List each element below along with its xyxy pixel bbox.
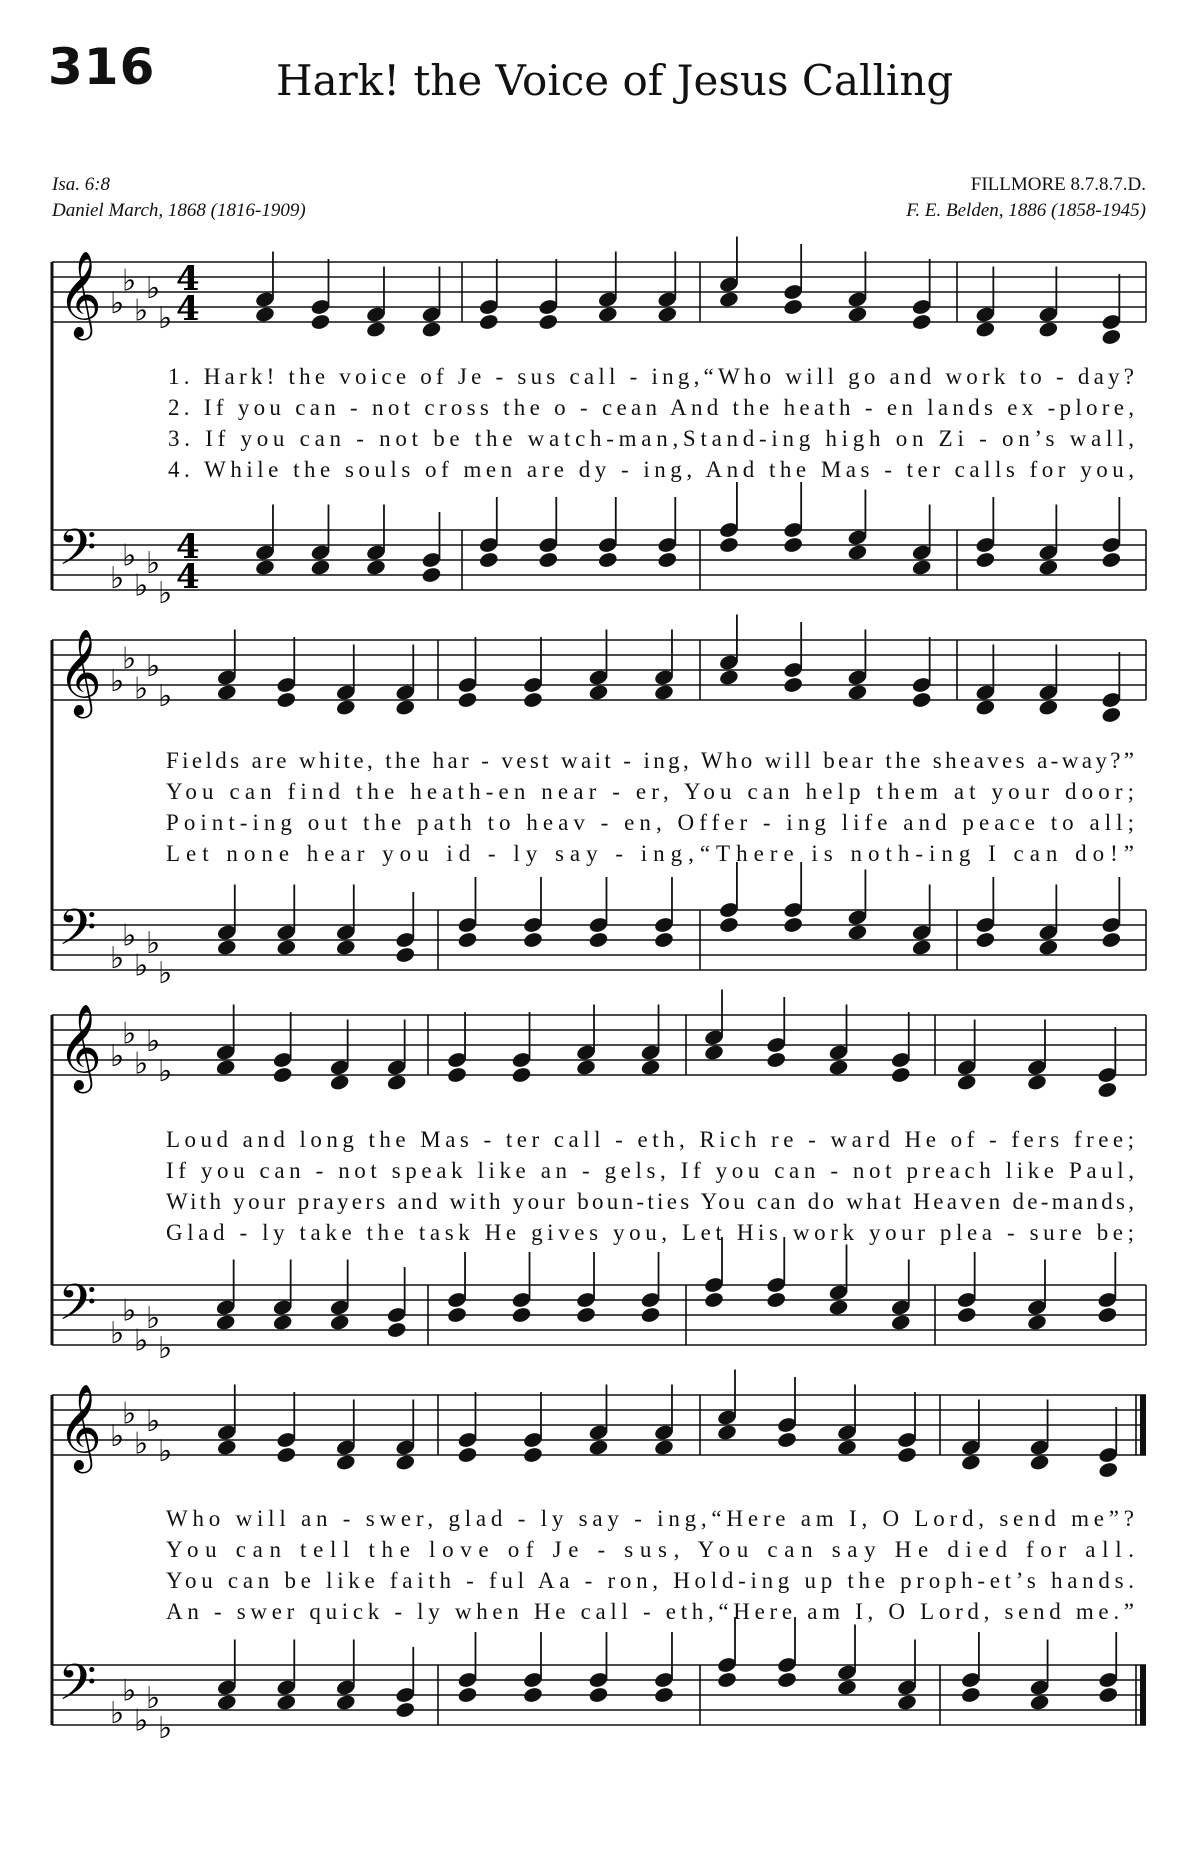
note-head	[522, 931, 543, 949]
note-head	[335, 938, 356, 956]
flat-sign-icon: ♭	[158, 576, 173, 611]
flat-sign-icon: ♭	[110, 1696, 125, 1731]
flat-sign-icon: ♭	[146, 271, 161, 306]
flat-sign-icon: ♭	[158, 679, 173, 714]
treble-clef-icon: 𝄞	[58, 1004, 102, 1090]
note-head	[975, 320, 996, 338]
note-head	[911, 938, 932, 956]
note-head	[1097, 1306, 1118, 1324]
flat-sign-icon: ♭	[122, 1396, 137, 1432]
note-head	[272, 1313, 293, 1331]
flat-sign-icon: ♭	[158, 956, 173, 991]
note-head	[329, 1073, 350, 1091]
note-head	[522, 1686, 543, 1704]
note-head	[310, 313, 331, 331]
flat-sign-icon: ♭	[158, 1331, 173, 1366]
note-head	[575, 1306, 596, 1324]
note-head	[1098, 1686, 1119, 1704]
note-head	[653, 1686, 674, 1704]
note-head	[718, 290, 739, 308]
lyric-line: 4. While the souls of men are dy - ing, And the Mas - ter calls for you,	[168, 457, 1135, 482]
note-head	[640, 1058, 661, 1076]
lyric-line: 1. Hark! the voice of Je - sus call - ing,“Who will go and work to - day?	[168, 364, 1134, 389]
note-head	[538, 313, 559, 331]
note-head	[896, 1446, 917, 1464]
lyric-line: Point-ing out the path to heav - en, Offer - ing life and peace to all;	[166, 810, 1134, 835]
note-head	[1038, 320, 1059, 338]
note-head	[276, 691, 297, 709]
note-head	[1101, 931, 1122, 949]
bass-clef-icon: 𝄢	[58, 1274, 97, 1344]
flat-sign-icon: ♭	[122, 1673, 137, 1709]
note-head	[890, 1313, 911, 1331]
note-head	[216, 938, 237, 956]
flat-sign-icon: ♭	[146, 1681, 161, 1716]
note-head	[896, 1693, 917, 1711]
note-head	[782, 916, 803, 934]
treble-clef-icon: 𝄞	[58, 1384, 102, 1470]
flat-sign-icon: ♭	[146, 1404, 161, 1439]
note-head	[828, 1058, 849, 1076]
flat-sign-icon: ♭	[134, 671, 149, 707]
note-head	[911, 313, 932, 331]
note-head	[335, 1453, 356, 1471]
note-head	[588, 683, 609, 701]
flat-sign-icon: ♭	[146, 1301, 161, 1336]
flat-sign-icon: ♭	[122, 538, 137, 574]
note-head	[216, 683, 237, 701]
note-head	[1038, 938, 1059, 956]
note-head	[254, 558, 275, 576]
note-head	[975, 698, 996, 716]
composer-credit: F. E. Belden, 1886 (1858-1945)	[906, 200, 1146, 221]
lyric-line: If you can - not speak like an - gels, If you can - not preach like Paul,	[166, 1158, 1134, 1183]
note-head	[216, 1693, 237, 1711]
note-head	[782, 536, 803, 554]
note-head	[457, 1686, 478, 1704]
note-head	[911, 691, 932, 709]
note-head	[766, 1291, 787, 1309]
flat-sign-icon: ♭	[146, 546, 161, 581]
note-head	[956, 1306, 977, 1324]
note-head	[522, 1446, 543, 1464]
time-signature: 4	[176, 289, 200, 329]
lyric-line: 2. If you can - not cross the o - cean And the heath - en lands ex -plore,	[168, 395, 1134, 420]
note-head	[575, 1058, 596, 1076]
note-head	[276, 938, 297, 956]
lyric-line: You can tell the love of Je - sus, You can say He died for all.	[166, 1537, 1135, 1562]
tune-name: FILLMORE 8.7.8.7.D.	[970, 174, 1146, 195]
note-head	[776, 1431, 797, 1449]
note-head	[1098, 1461, 1119, 1479]
note-head	[446, 1306, 467, 1324]
lyric-line: You can find the heath-en near - er, You can help them at your door;	[166, 779, 1134, 804]
note-head	[1038, 558, 1059, 576]
note-head	[597, 551, 618, 569]
flat-sign-icon: ♭	[158, 1054, 173, 1089]
flat-sign-icon: ♭	[146, 926, 161, 961]
note-head	[975, 551, 996, 569]
note-head	[276, 1446, 297, 1464]
music-system-2	[52, 615, 1146, 992]
note-head	[216, 1438, 237, 1456]
note-head	[335, 698, 356, 716]
note-head	[522, 691, 543, 709]
note-head	[395, 1453, 416, 1471]
note-head	[1038, 698, 1059, 716]
note-head	[890, 1066, 911, 1084]
hymn-number: 316	[48, 38, 156, 96]
note-head	[365, 558, 386, 576]
music-system-3	[52, 990, 1146, 1367]
note-head	[365, 320, 386, 338]
note-head	[653, 931, 674, 949]
flat-sign-icon: ♭	[122, 1016, 137, 1052]
flat-sign-icon: ♭	[110, 1316, 125, 1351]
note-head	[782, 676, 803, 694]
note-head	[847, 923, 868, 941]
note-head	[511, 1066, 532, 1084]
note-head	[386, 1321, 407, 1339]
note-head	[776, 1671, 797, 1689]
note-head	[782, 298, 803, 316]
lyric-line: An - swer quick - ly when He call - eth,“Here am I, O Lord, send me.”	[166, 1599, 1134, 1624]
flat-sign-icon: ♭	[158, 1711, 173, 1746]
flat-sign-icon: ♭	[110, 1039, 125, 1074]
note-head	[640, 1306, 661, 1324]
note-head	[395, 946, 416, 964]
hymn-title: Hark! the Voice of Jesus Calling	[276, 56, 954, 105]
flat-sign-icon: ♭	[134, 1323, 149, 1359]
flat-sign-icon: ♭	[110, 941, 125, 976]
time-signature: 4	[176, 557, 200, 597]
note-head	[310, 558, 331, 576]
note-head	[457, 931, 478, 949]
lyric-line: With your prayers and with your boun-ties You can do what Heaven de-mands,	[166, 1189, 1135, 1214]
note-head	[1097, 1081, 1118, 1099]
note-head	[836, 1438, 857, 1456]
lyric-line: Glad - ly take the task He gives you, Let His work your plea - sure be;	[166, 1220, 1134, 1245]
flat-sign-icon: ♭	[158, 301, 173, 336]
note-head	[718, 668, 739, 686]
note-head	[766, 1051, 787, 1069]
note-head	[718, 916, 739, 934]
bass-clef-icon: 𝄢	[58, 519, 97, 589]
note-head	[335, 1693, 356, 1711]
lyricist-credit: Daniel March, 1868 (1816-1909)	[52, 200, 306, 221]
flat-sign-icon: ♭	[134, 1703, 149, 1739]
flat-sign-icon: ♭	[122, 918, 137, 954]
note-head	[960, 1686, 981, 1704]
note-head	[457, 1446, 478, 1464]
note-head	[254, 305, 275, 323]
flat-sign-icon: ♭	[134, 948, 149, 984]
note-head	[716, 1671, 737, 1689]
note-head	[836, 1678, 857, 1696]
note-head	[1101, 706, 1122, 724]
note-head	[847, 683, 868, 701]
time-signature: 4	[176, 527, 200, 567]
note-head	[703, 1043, 724, 1061]
note-head	[538, 551, 559, 569]
note-head	[1029, 1453, 1050, 1471]
note-head	[421, 566, 442, 584]
flat-sign-icon: ♭	[110, 286, 125, 321]
note-head	[588, 931, 609, 949]
flat-sign-icon: ♭	[134, 293, 149, 329]
lyric-line: Fields are white, the har - vest wait - ing, Who will bear the sheaves a-way?”	[166, 748, 1134, 773]
music-system-1	[52, 237, 1146, 612]
note-head	[716, 1423, 737, 1441]
scripture-reference: Isa. 6:8	[52, 174, 111, 195]
note-head	[395, 698, 416, 716]
flat-sign-icon: ♭	[146, 1024, 161, 1059]
lyric-line: Let none hear you id - ly say - ing,“There is noth-ing I can do!”	[166, 841, 1134, 866]
note-head	[975, 931, 996, 949]
note-head	[828, 1298, 849, 1316]
note-head	[847, 543, 868, 561]
treble-clef-icon: 𝄞	[58, 629, 102, 715]
note-head	[329, 1313, 350, 1331]
note-head	[911, 558, 932, 576]
flat-sign-icon: ♭	[146, 649, 161, 684]
note-head	[703, 1291, 724, 1309]
flat-sign-icon: ♭	[158, 1434, 173, 1469]
note-head	[1101, 328, 1122, 346]
note-head	[272, 1066, 293, 1084]
flat-sign-icon: ♭	[110, 664, 125, 699]
note-head	[386, 1073, 407, 1091]
flat-sign-icon: ♭	[122, 1293, 137, 1329]
note-head	[446, 1066, 467, 1084]
note-head	[215, 1313, 236, 1331]
note-head	[215, 1058, 236, 1076]
flat-sign-icon: ♭	[122, 641, 137, 677]
lyric-line: Who will an - swer, glad - ly say - ing,“Here am I, O Lord, send me”?	[166, 1506, 1135, 1531]
lyric-line: 3. If you can - not be the watch-man,Stand-ing high on Zi - on’s wall,	[168, 426, 1134, 451]
note-head	[653, 1438, 674, 1456]
note-head	[1029, 1693, 1050, 1711]
note-head	[1101, 551, 1122, 569]
note-head	[653, 683, 674, 701]
note-head	[588, 1686, 609, 1704]
note-head	[478, 551, 499, 569]
flat-sign-icon: ♭	[134, 1426, 149, 1462]
treble-clef-icon: 𝄞	[58, 251, 102, 337]
bass-clef-icon: 𝄢	[58, 899, 97, 969]
note-head	[395, 1701, 416, 1719]
music-system-4	[52, 1370, 1146, 1747]
time-signature: 4	[176, 259, 200, 299]
note-head	[956, 1073, 977, 1091]
note-head	[511, 1306, 532, 1324]
note-head	[657, 551, 678, 569]
flat-sign-icon: ♭	[122, 263, 137, 299]
flat-sign-icon: ♭	[134, 568, 149, 604]
lyric-line: You can be like faith - ful Aa - ron, Hold-ing up the proph-et’s hands.	[166, 1568, 1134, 1593]
note-head	[1026, 1073, 1047, 1091]
note-head	[478, 313, 499, 331]
flat-sign-icon: ♭	[110, 1419, 125, 1454]
flat-sign-icon: ♭	[134, 1046, 149, 1082]
note-head	[960, 1453, 981, 1471]
note-head	[588, 1438, 609, 1456]
note-head	[421, 320, 442, 338]
bass-clef-icon: 𝄢	[58, 1654, 97, 1724]
note-head	[657, 305, 678, 323]
note-head	[718, 536, 739, 554]
note-head	[1026, 1313, 1047, 1331]
lyric-line: Loud and long the Mas - ter call - eth, Rich re - ward He of - fers free;	[166, 1127, 1134, 1152]
flat-sign-icon: ♭	[110, 561, 125, 596]
note-head	[457, 691, 478, 709]
note-head	[597, 305, 618, 323]
note-head	[276, 1693, 297, 1711]
note-head	[847, 305, 868, 323]
